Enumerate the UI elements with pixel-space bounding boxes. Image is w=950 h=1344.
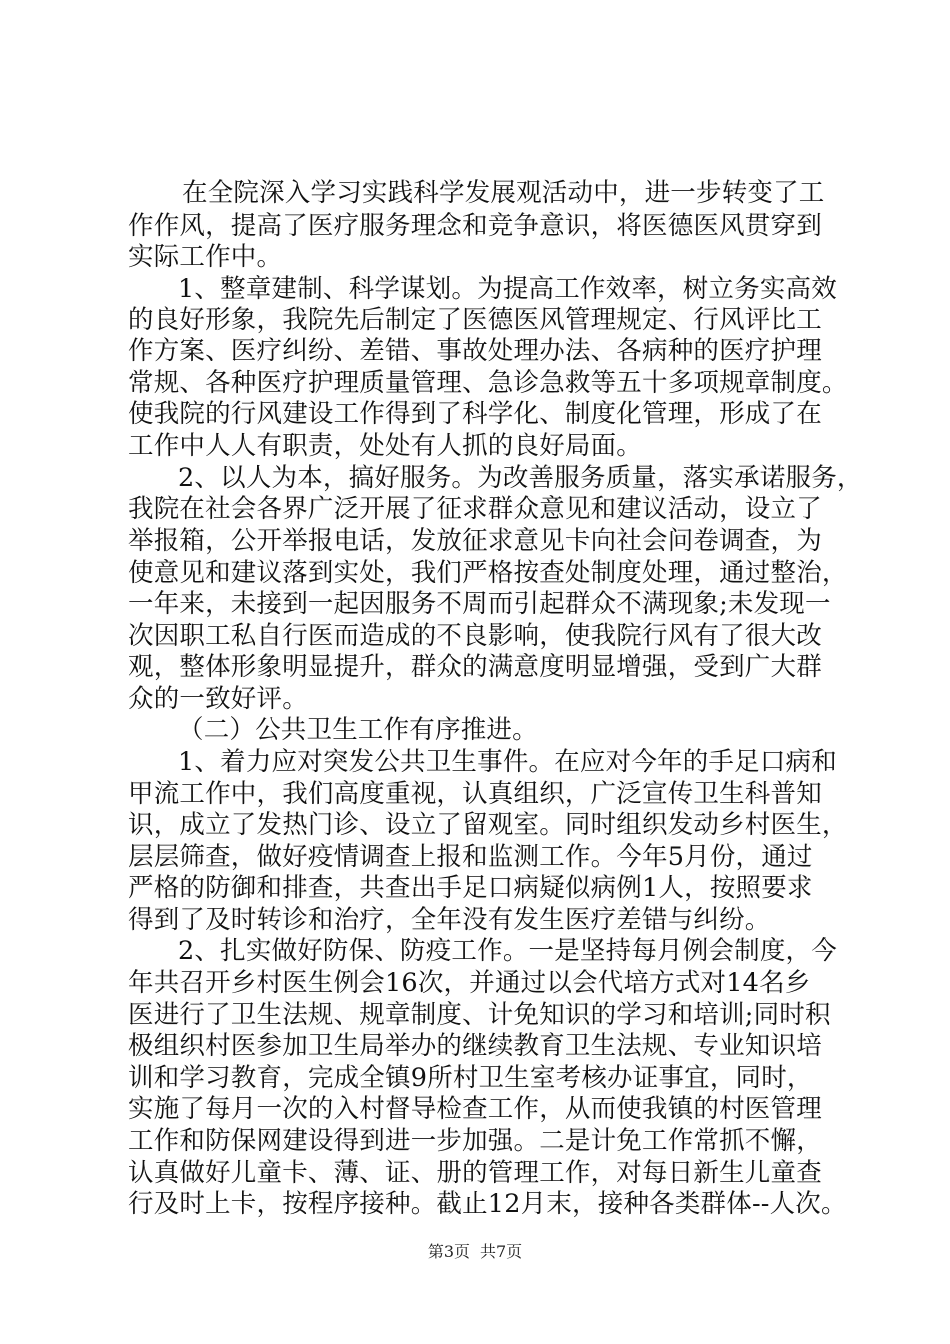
- text-line: 工作中人人有职责，处处有人抓的良好局面。: [128, 431, 643, 461]
- text-line: 得到了及时转诊和治疗，全年没有发生医疗差错与纠纷。: [128, 905, 771, 935]
- text-line: 工作和防保网建设得到进一步加强。二是计免工作常抓不懈，: [128, 1126, 822, 1156]
- text-line: 1、整章建制、科学谋划。为提高工作效率，树立务实高效: [178, 274, 837, 304]
- page-footer: [0, 1242, 950, 1262]
- text-line: （二）公共卫生工作有序推进。: [178, 715, 538, 745]
- text-line: 我院在社会各界广泛开展了征求群众意见和建议活动，设立了: [128, 494, 822, 524]
- text-line: 的良好形象，我院先后制定了医德医风管理规定、行风评比工: [128, 305, 822, 335]
- text-line: 实施了每月一次的入村督导检查工作，从而使我镇的村医管理: [128, 1094, 822, 1124]
- text-line: 一年来，未接到一起因服务不周而引起群众不满现象;未发现一: [128, 589, 831, 619]
- text-line: 实际工作中。: [128, 242, 283, 272]
- text-line: 年共召开乡村医生例会16次，并通过以会代培方式对14名乡: [128, 968, 811, 998]
- text-line: 行及时上卡，按程序接种。截止12月末，接种各类群体--人次。: [128, 1189, 847, 1219]
- text-line: 众的一致好评。: [128, 684, 308, 714]
- text-line: 常规、各种医疗护理质量管理、急诊急救等五十多项规章制度。: [128, 368, 848, 398]
- text-line: 次因职工私自行医而造成的不良影响，使我院行风有了很大改: [128, 621, 822, 651]
- text-line: 2、扎实做好防保、防疫工作。一是坚持每月例会制度，今: [178, 936, 837, 966]
- page-total: 共7页: [480, 1242, 523, 1261]
- text-line: 观，整体形象明显提升，群众的满意度明显增强，受到广大群: [128, 652, 822, 682]
- text-line: 甲流工作中，我们高度重视，认真组织，广泛宣传卫生科普知: [128, 779, 822, 809]
- text-line: 识，成立了发热门诊、设立了留观室。同时组织发动乡村医生，: [128, 810, 848, 840]
- text-line: 举报箱，公开举报电话，发放征求意见卡向社会问卷调查，为: [128, 526, 822, 556]
- text-line: 医进行了卫生法规、规章制度、计免知识的学习和培训;同时积: [128, 1000, 831, 1030]
- text-line: 层层筛查，做好疫情调查上报和监测工作。今年5月份，通过: [128, 842, 813, 872]
- text-line: 2、以人为本，搞好服务。为改善服务质量，落实承诺服务，: [178, 463, 863, 493]
- text-line: 使我院的行风建设工作得到了科学化、制度化管理，形成了在: [128, 399, 822, 429]
- text-line: 严格的防御和排查，共查出手足口病疑似病例1人，按照要求: [128, 873, 813, 903]
- text-line: 认真做好儿童卡、薄、证、册的管理工作，对每日新生儿童查: [128, 1158, 822, 1188]
- text-line: 作方案、医疗纠纷、差错、事故处理办法、各病种的医疗护理: [128, 336, 822, 366]
- text-line: 使意见和建议落到实处，我们严格按查处制度处理，通过整治，: [128, 558, 848, 588]
- text-line: 在全院深入学习实践科学发展观活动中，进一步转变了工: [182, 178, 825, 208]
- text-line: 作作风，提高了医疗服务理念和竞争意识，将医德医风贯穿到: [128, 211, 822, 241]
- page-number: 第3页: [427, 1242, 470, 1261]
- text-line: 1、着力应对突发公共卫生事件。在应对今年的手足口病和: [178, 747, 837, 777]
- text-line: 训和学习教育，完成全镇9所村卫生室考核办证事宜，同时，: [128, 1063, 813, 1093]
- text-line: 极组织村医参加卫生局举办的继续教育卫生法规、专业知识培: [128, 1031, 822, 1061]
